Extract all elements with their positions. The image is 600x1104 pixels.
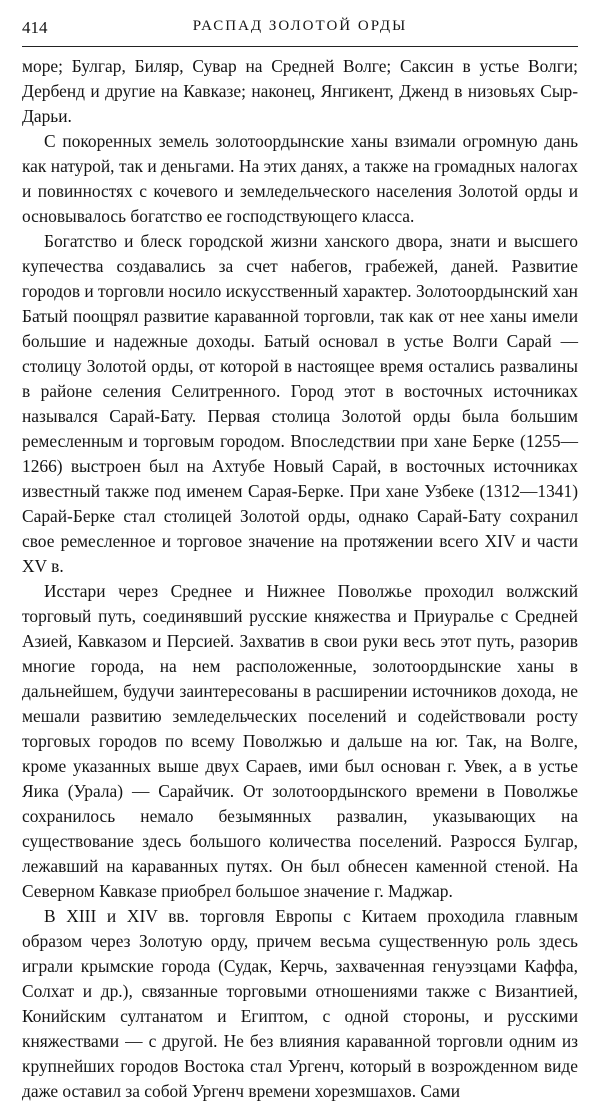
body-text xyxy=(22,54,578,1104)
paragraph: Исстари через Среднее и Нижнее Поволжье проходил волжский торговый путь, соединявший русские княжества и Приуралье с Средней Азией, Кавказом и Персией. Захватив в свои руки весь этот путь, разорив многие города, на нем расположенные, золотоордынские ханы в дальнейшем, будучи заинтересованы в расширении источников дохода, не мешали развитию земледельческих поселений и содействовали росту торговых городов по всему Поволжью и дальше на юг. Так, на Волге, кроме указанных выше двух Сараев, ими был основан г. Увек, а в устье Яика (Урала) — Сарайчик. От золотоордынского времени в Поволжье сохранилось немало безымянных развалин, указывающих на существование здесь большого количества поселений. Разросся Булгар, лежавший на караванных путях. Он был обнесен каменной стеной. На Северном Кавказе приобрел большое значение г. Маджар. xyxy=(22,581,578,901)
page-number: 414 xyxy=(22,18,48,37)
paragraph-continuation: море; Булгар, Биляр, Сувар на Средней Волге; Саксин в устье Волги; Дербенд и другие на Кавказе; наконец, Янгикент, Дженд в низовьях Сыр-Дарьи. xyxy=(22,56,578,126)
paragraph: В XIII и XIV вв. торговля Европы с Китаем проходила главным образом через Золотую орду, причем весьма существенную роль здесь играли крымские города (Судак, Керчь, захваченная генуэзцами Каффа, Солхат и др.), связанные торговыми отношениями также с Византией, Конийским султанатом и Египтом, с одной стороны, и русскими княжествами — с другой. Не без влияния караванной торговли одним из крупнейших городов Востока стал Ургенч, который в возрожденном виде даже оставил за собой Ургенч времени хорезмшахов. Сами xyxy=(22,906,578,1101)
header-rule xyxy=(22,46,578,47)
running-title: РАСПАД ЗОЛОТОЙ ОРДЫ xyxy=(192,18,408,34)
paragraph: С покоренных земель золотоордынские ханы взимали огромную дань как натурой, так и деньгами. На этих данях, а также на громадных налогах и повинностях с кочевого и земледельческого населения Золотой орды и основывалось богатство ее господствующего класса. xyxy=(22,131,578,226)
page-header xyxy=(22,12,578,44)
paragraph: Богатство и блеск городской жизни ханского двора, знати и высшего купечества создавались за счет набегов, грабежей, даней. Развитие городов и торговли носило искусственный характер. Золотоордынский хан Батый поощрял развитие караванной торговли, так как от нее ханы имели большие и надежные доходы. Батый основал в устье Волги Сарай — столицу Золотой орды, от которой в настоящее время остались развалины в районе селения Селитренного. Город этот в восточных источниках назывался Сарай-Бату. Первая столица Золотой орды была большим ремесленным и торговым городом. Впоследствии при хане Берке (1255—1266) выстроен был на Ахтубе Новый Сарай, в восточных источниках известный также под именем Сарая-Берке. При хане Узбеке (1312—1341) Сарай-Берке стал столицей Золотой орды, однако Сарай-Бату сохранил свое ремесленное и торговое значение на протяжении всего XIV и части XV в. xyxy=(22,231,578,576)
